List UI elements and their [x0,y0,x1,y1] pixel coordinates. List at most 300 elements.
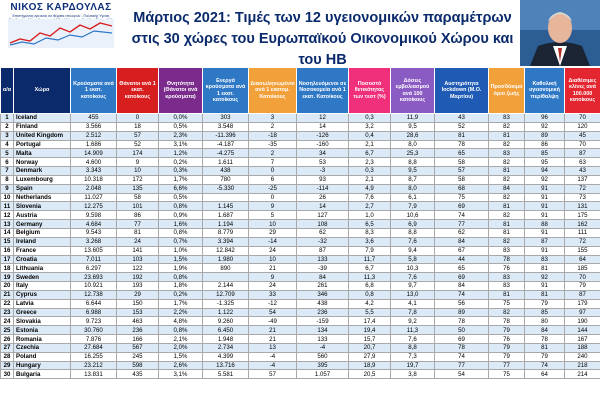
value-cell: 4,8% [159,317,203,326]
value-cell: 9,7 [391,282,435,291]
value-cell: 9,5 [391,122,435,131]
value-cell: 598 [117,361,159,370]
country-cell: Slovenia [14,202,71,211]
value-cell: 2,3% [159,131,203,140]
value-cell: 1.194 [203,220,249,229]
value-cell: 303 [203,114,249,123]
column-header: Διασωληνωμένοι ανά 1 εκατομ. Κατοίκους [249,68,297,114]
value-cell: 1.057 [297,370,349,379]
value-cell: 44 [435,255,489,264]
table-row [1,361,600,370]
value-cell: 74 [435,352,489,361]
value-cell: 87 [525,237,565,246]
value-cell: 79 [489,352,525,361]
value-cell: 91 [525,193,565,202]
value-cell: 75 [489,299,525,308]
value-cell: -4.187 [203,140,249,149]
rank-cell: 17 [1,255,14,264]
value-cell: 26 [297,193,349,202]
value-cell: 9.260 [203,317,249,326]
value-cell: 82 [489,122,525,131]
value-cell: 9 [249,273,297,282]
value-cell: 135 [117,184,159,193]
value-cell: 87 [565,149,600,158]
value-cell: 7,9 [391,202,435,211]
value-cell: 23.212 [71,361,117,370]
value-cell: 2,1 [349,140,391,149]
country-cell: Finland [14,122,71,131]
rank-cell: 2 [1,122,14,131]
country-cell: Norway [14,158,71,167]
value-cell: 0 [249,167,297,176]
rank-cell: 10 [1,193,14,202]
value-cell: 3 [249,114,297,123]
value-cell: 7.876 [71,335,117,344]
value-cell: 58 [117,193,159,202]
rank-cell: 21 [1,290,14,299]
health-parameters-table [0,67,600,379]
value-cell: 3,6 [349,237,391,246]
value-cell: 2.512 [71,131,117,140]
value-cell: 76 [489,335,525,344]
value-cell: 75 [489,370,525,379]
value-cell: 4,9 [349,184,391,193]
value-cell: 9,2 [391,317,435,326]
value-cell: 9.543 [71,228,117,237]
value-cell: 1,6% [159,220,203,229]
country-cell: Germany [14,220,71,229]
value-cell: 455 [71,114,117,123]
value-cell: 83 [489,114,525,123]
value-cell: 29 [117,290,159,299]
value-cell: 0,5% [159,193,203,202]
value-cell: 64 [565,255,600,264]
value-cell: 77 [489,361,525,370]
value-cell: 6,7 [349,264,391,273]
value-cell: 6,8 [349,282,391,291]
value-cell: 134 [297,326,349,335]
value-cell: 0,3% [159,167,203,176]
value-cell: 72 [565,184,600,193]
rank-cell: 12 [1,211,14,220]
column-header: Προσδόκιμο όριο ζωής [489,68,525,114]
table-row [1,326,600,335]
value-cell: 92 [525,273,565,282]
value-cell: 13 [249,343,297,352]
value-cell: 82 [489,140,525,149]
rank-cell: 16 [1,246,14,255]
value-cell: 6.450 [203,326,249,335]
table-row [1,264,600,273]
value-cell: 2,3 [349,158,391,167]
value-cell: 0,3 [349,167,391,176]
value-cell: 6 [249,175,297,184]
country-cell: Austria [14,211,71,220]
value-cell: 438 [297,299,349,308]
value-cell: 3.394 [203,237,249,246]
value-cell: -32 [297,237,349,246]
value-cell: 21 [249,335,297,344]
country-cell: Denmark [14,167,71,176]
value-cell: 1.122 [203,308,249,317]
value-cell: 74 [525,361,565,370]
value-cell: 137 [565,175,600,184]
table-row [1,308,600,317]
value-cell: 79 [525,299,565,308]
country-cell: Spain [14,184,71,193]
value-cell: 7,3 [391,352,435,361]
country-cell: Iceland [14,114,71,123]
value-cell: 2.048 [71,184,117,193]
value-cell: -3 [297,167,349,176]
value-cell: 80 [525,317,565,326]
value-cell: 4.600 [71,158,117,167]
value-cell: 8,3 [349,228,391,237]
value-cell: 75 [435,193,489,202]
value-cell: 0,8% [159,326,203,335]
value-cell: 81 [489,202,525,211]
value-cell: 91 [525,211,565,220]
value-cell: 13.716 [203,361,249,370]
table-row [1,211,600,220]
value-cell: 24 [249,246,297,255]
rank-cell: 20 [1,282,14,291]
value-cell: 81 [435,131,489,140]
value-cell: 0,8% [159,202,203,211]
value-cell: -4 [249,352,297,361]
value-cell: 81 [489,131,525,140]
value-cell: 9,4 [391,246,435,255]
value-cell: 82 [489,308,525,317]
page-header [0,0,600,67]
value-cell: 11,9 [391,114,435,123]
value-cell: 81 [525,343,565,352]
value-cell: -12 [249,299,297,308]
value-cell: 79 [525,352,565,361]
value-cell: 54 [249,308,297,317]
value-cell: 101 [117,202,159,211]
rank-cell: 3 [1,131,14,140]
table-row [1,158,600,167]
column-header: Δόσεις εμβολιασμού ανά 100 κατοίκους [391,68,435,114]
value-cell: 2.144 [203,282,249,291]
value-cell: 81 [489,228,525,237]
value-cell: 12.275 [71,202,117,211]
value-cell: 64 [525,370,565,379]
value-cell: 43 [435,114,489,123]
column-header: Θάνατοι ανά 1 εκατ. κατοίκους [117,68,159,114]
value-cell: 91 [525,282,565,291]
value-cell: 13.605 [71,246,117,255]
table-row [1,299,600,308]
value-cell: 1.687 [203,211,249,220]
value-cell: 68 [435,184,489,193]
value-cell: -35 [249,140,297,149]
value-cell: 19,4 [349,326,391,335]
value-cell: 91 [525,184,565,193]
value-cell: 18,9 [349,361,391,370]
value-cell: 9.723 [71,317,117,326]
country-cell: Sweden [14,273,71,282]
table-row [1,317,600,326]
value-cell: 69 [435,273,489,282]
value-cell: -1.325 [203,299,249,308]
value-cell: 7,6 [391,273,435,282]
value-cell: 0,9% [159,211,203,220]
value-cell: 6.988 [71,308,117,317]
value-cell: 0 [117,114,159,123]
rank-cell: 1 [1,114,14,123]
rank-cell: 7 [1,167,14,176]
country-cell: France [14,246,71,255]
value-cell: 1,0% [159,246,203,255]
value-cell: 1.980 [203,255,249,264]
value-cell: 2,1% [159,335,203,344]
value-cell: 780 [203,175,249,184]
table-row [1,122,600,131]
country-cell: Malta [14,149,71,158]
value-cell: 9.598 [71,211,117,220]
value-cell: 25,3 [391,149,435,158]
value-cell: 24 [249,282,297,291]
value-cell: 81 [117,228,159,237]
column-header: Αυστηρότητα lockdown (Μ.Ο. Μαρτίου) [435,68,489,114]
value-cell: 0,5% [159,122,203,131]
value-cell: 1,2% [159,149,203,158]
value-cell [203,273,249,282]
value-cell: 57 [117,131,159,140]
value-cell: -18 [249,131,297,140]
value-cell: -160 [297,140,349,149]
value-cell: 78 [435,343,489,352]
value-cell: 20,7 [349,343,391,352]
value-cell: 1,9% [159,264,203,273]
value-cell: 214 [565,370,600,379]
value-cell: 395 [297,361,349,370]
table-row [1,220,600,229]
value-cell: 167 [565,335,600,344]
rank-cell: 11 [1,202,14,211]
value-cell: 81 [489,167,525,176]
value-cell: 7,6 [391,335,435,344]
value-cell: 4.399 [203,352,249,361]
value-cell: 23.693 [71,273,117,282]
value-cell: 27,9 [349,352,391,361]
rank-cell: 22 [1,299,14,308]
value-cell: 12.738 [71,290,117,299]
value-cell: 172 [117,175,159,184]
value-cell: 96 [525,114,565,123]
value-cell: 3,2 [349,122,391,131]
value-cell: 93 [297,175,349,184]
table-row [1,184,600,193]
value-cell: 2,7 [349,202,391,211]
value-cell: 73 [565,193,600,202]
value-cell: 1.686 [71,140,117,149]
value-cell: 240 [565,352,600,361]
table-row [1,228,600,237]
value-cell: 21 [249,326,297,335]
value-cell: -4 [249,361,297,370]
table-row [1,370,600,379]
country-cell: Estonia [14,326,71,335]
value-cell: 103 [117,255,159,264]
value-cell: 435 [117,370,159,379]
value-cell: 62 [435,228,489,237]
country-cell: Hungary [14,361,71,370]
value-cell: 11,3 [349,273,391,282]
value-cell: 19,7 [391,361,435,370]
value-cell: 54 [435,370,489,379]
table-row [1,246,600,255]
table-row [1,167,600,176]
value-cell: -5.330 [203,184,249,193]
value-cell: 13,0 [391,290,435,299]
value-cell: 141 [117,246,159,255]
rank-cell: 25 [1,326,14,335]
rank-cell: 28 [1,352,14,361]
value-cell: 3.566 [71,122,117,131]
country-cell: Belgium [14,228,71,237]
value-cell: 190 [565,317,600,326]
value-cell: 4.684 [71,220,117,229]
value-cell: 76 [489,264,525,273]
value-cell: 1,8% [159,282,203,291]
value-cell: 236 [297,308,349,317]
value-cell: 162 [565,220,600,229]
value-cell: 5.581 [203,370,249,379]
value-cell: 10 [117,167,159,176]
value-cell: 18 [117,122,159,131]
table-row [1,175,600,184]
page-title: Μάρτιος 2021: Τιμές των 12 υγειονομικών παραμέτρων στις 30 χώρες του Ευρωπαϊκού Οικονομικού Χώρου και του ΗΒ [131,10,514,68]
value-cell: 4,1 [391,299,435,308]
value-cell: 7,6 [391,237,435,246]
column-header: Ποσοστό θετικότητας των τεστ (%) [349,68,391,114]
value-cell: 127 [297,211,349,220]
value-cell: 7,6 [349,193,391,202]
value-cell: 27.684 [71,343,117,352]
value-cell: 4,2 [349,299,391,308]
country-cell: Czechia [14,343,71,352]
value-cell: 78 [525,335,565,344]
value-cell: 2,2% [159,308,203,317]
value-cell: 91 [525,246,565,255]
author-name: ΝΙΚΟΣ ΚΑΡΔΟΥΛΑΣ [2,2,120,14]
value-cell: 74 [435,211,489,220]
logo-chart-icon [8,19,114,48]
value-cell: 67 [435,246,489,255]
value-cell: 10.318 [71,175,117,184]
value-cell: 70 [565,273,600,282]
value-cell: 9 [117,158,159,167]
value-cell: 74 [435,290,489,299]
value-cell: 185 [565,264,600,273]
value-cell: -14 [249,237,297,246]
value-cell: 1,7% [159,175,203,184]
value-cell: 12 [297,114,349,123]
value-cell: 15,7 [349,335,391,344]
author-photo [520,0,600,66]
value-cell: 11.027 [71,193,117,202]
value-cell: 91 [525,202,565,211]
value-cell: 13.831 [71,370,117,379]
value-cell: 91 [525,228,565,237]
table-row [1,335,600,344]
value-cell: 3.268 [71,237,117,246]
value-cell: 3,1% [159,370,203,379]
value-cell: 6,7 [349,149,391,158]
value-cell: 8,0 [391,140,435,149]
value-cell: 65 [435,149,489,158]
value-cell: 7,8 [391,308,435,317]
value-cell: 10 [249,255,297,264]
column-header: Χώρα [14,68,71,114]
value-cell: 0 [249,193,297,202]
country-cell: Bulgaria [14,370,71,379]
value-cell: 2 [249,122,297,131]
value-cell: 1,0 [349,211,391,220]
value-cell: 188 [565,343,600,352]
value-cell: 62 [297,228,349,237]
rank-cell: 18 [1,264,14,273]
value-cell: 0,0% [159,114,203,123]
value-cell: 14.909 [71,149,117,158]
value-cell: 6.297 [71,264,117,273]
value-cell: 52 [117,140,159,149]
value-cell: 88 [525,220,565,229]
value-cell: 133 [297,335,349,344]
value-cell: 78 [435,140,489,149]
value-cell: 52 [435,122,489,131]
rank-cell: 29 [1,361,14,370]
value-cell: 1.145 [203,202,249,211]
value-cell: 8,8 [391,343,435,352]
value-cell: 8,8 [391,228,435,237]
value-cell: 131 [565,202,600,211]
value-cell: -39 [297,264,349,273]
value-cell: 5,5 [349,308,391,317]
value-cell: 10,3 [391,264,435,273]
value-cell: 84 [435,237,489,246]
value-cell: 34 [297,149,349,158]
rank-cell: 27 [1,343,14,352]
rank-cell: 24 [1,317,14,326]
value-cell: 6,1 [391,193,435,202]
value-cell: 16.255 [71,352,117,361]
value-cell: 12.709 [203,290,249,299]
value-cell: 81 [525,264,565,273]
value-cell: 5,8 [391,255,435,264]
country-cell: Croatia [14,255,71,264]
table-row [1,290,600,299]
value-cell: 89 [435,308,489,317]
value-cell: 11,7 [349,255,391,264]
rank-cell: 19 [1,273,14,282]
table-body [1,114,600,379]
value-cell: 2.734 [203,343,249,352]
value-cell: -4.275 [203,149,249,158]
value-cell: 166 [117,335,159,344]
value-cell: 7,9 [349,246,391,255]
value-cell: 78 [489,255,525,264]
value-cell: 14 [297,122,349,131]
value-cell: 438 [203,167,249,176]
value-cell: 7 [249,158,297,167]
value-cell: 0,3 [349,114,391,123]
value-cell: 7.011 [71,255,117,264]
value-cell: 0,8% [159,228,203,237]
